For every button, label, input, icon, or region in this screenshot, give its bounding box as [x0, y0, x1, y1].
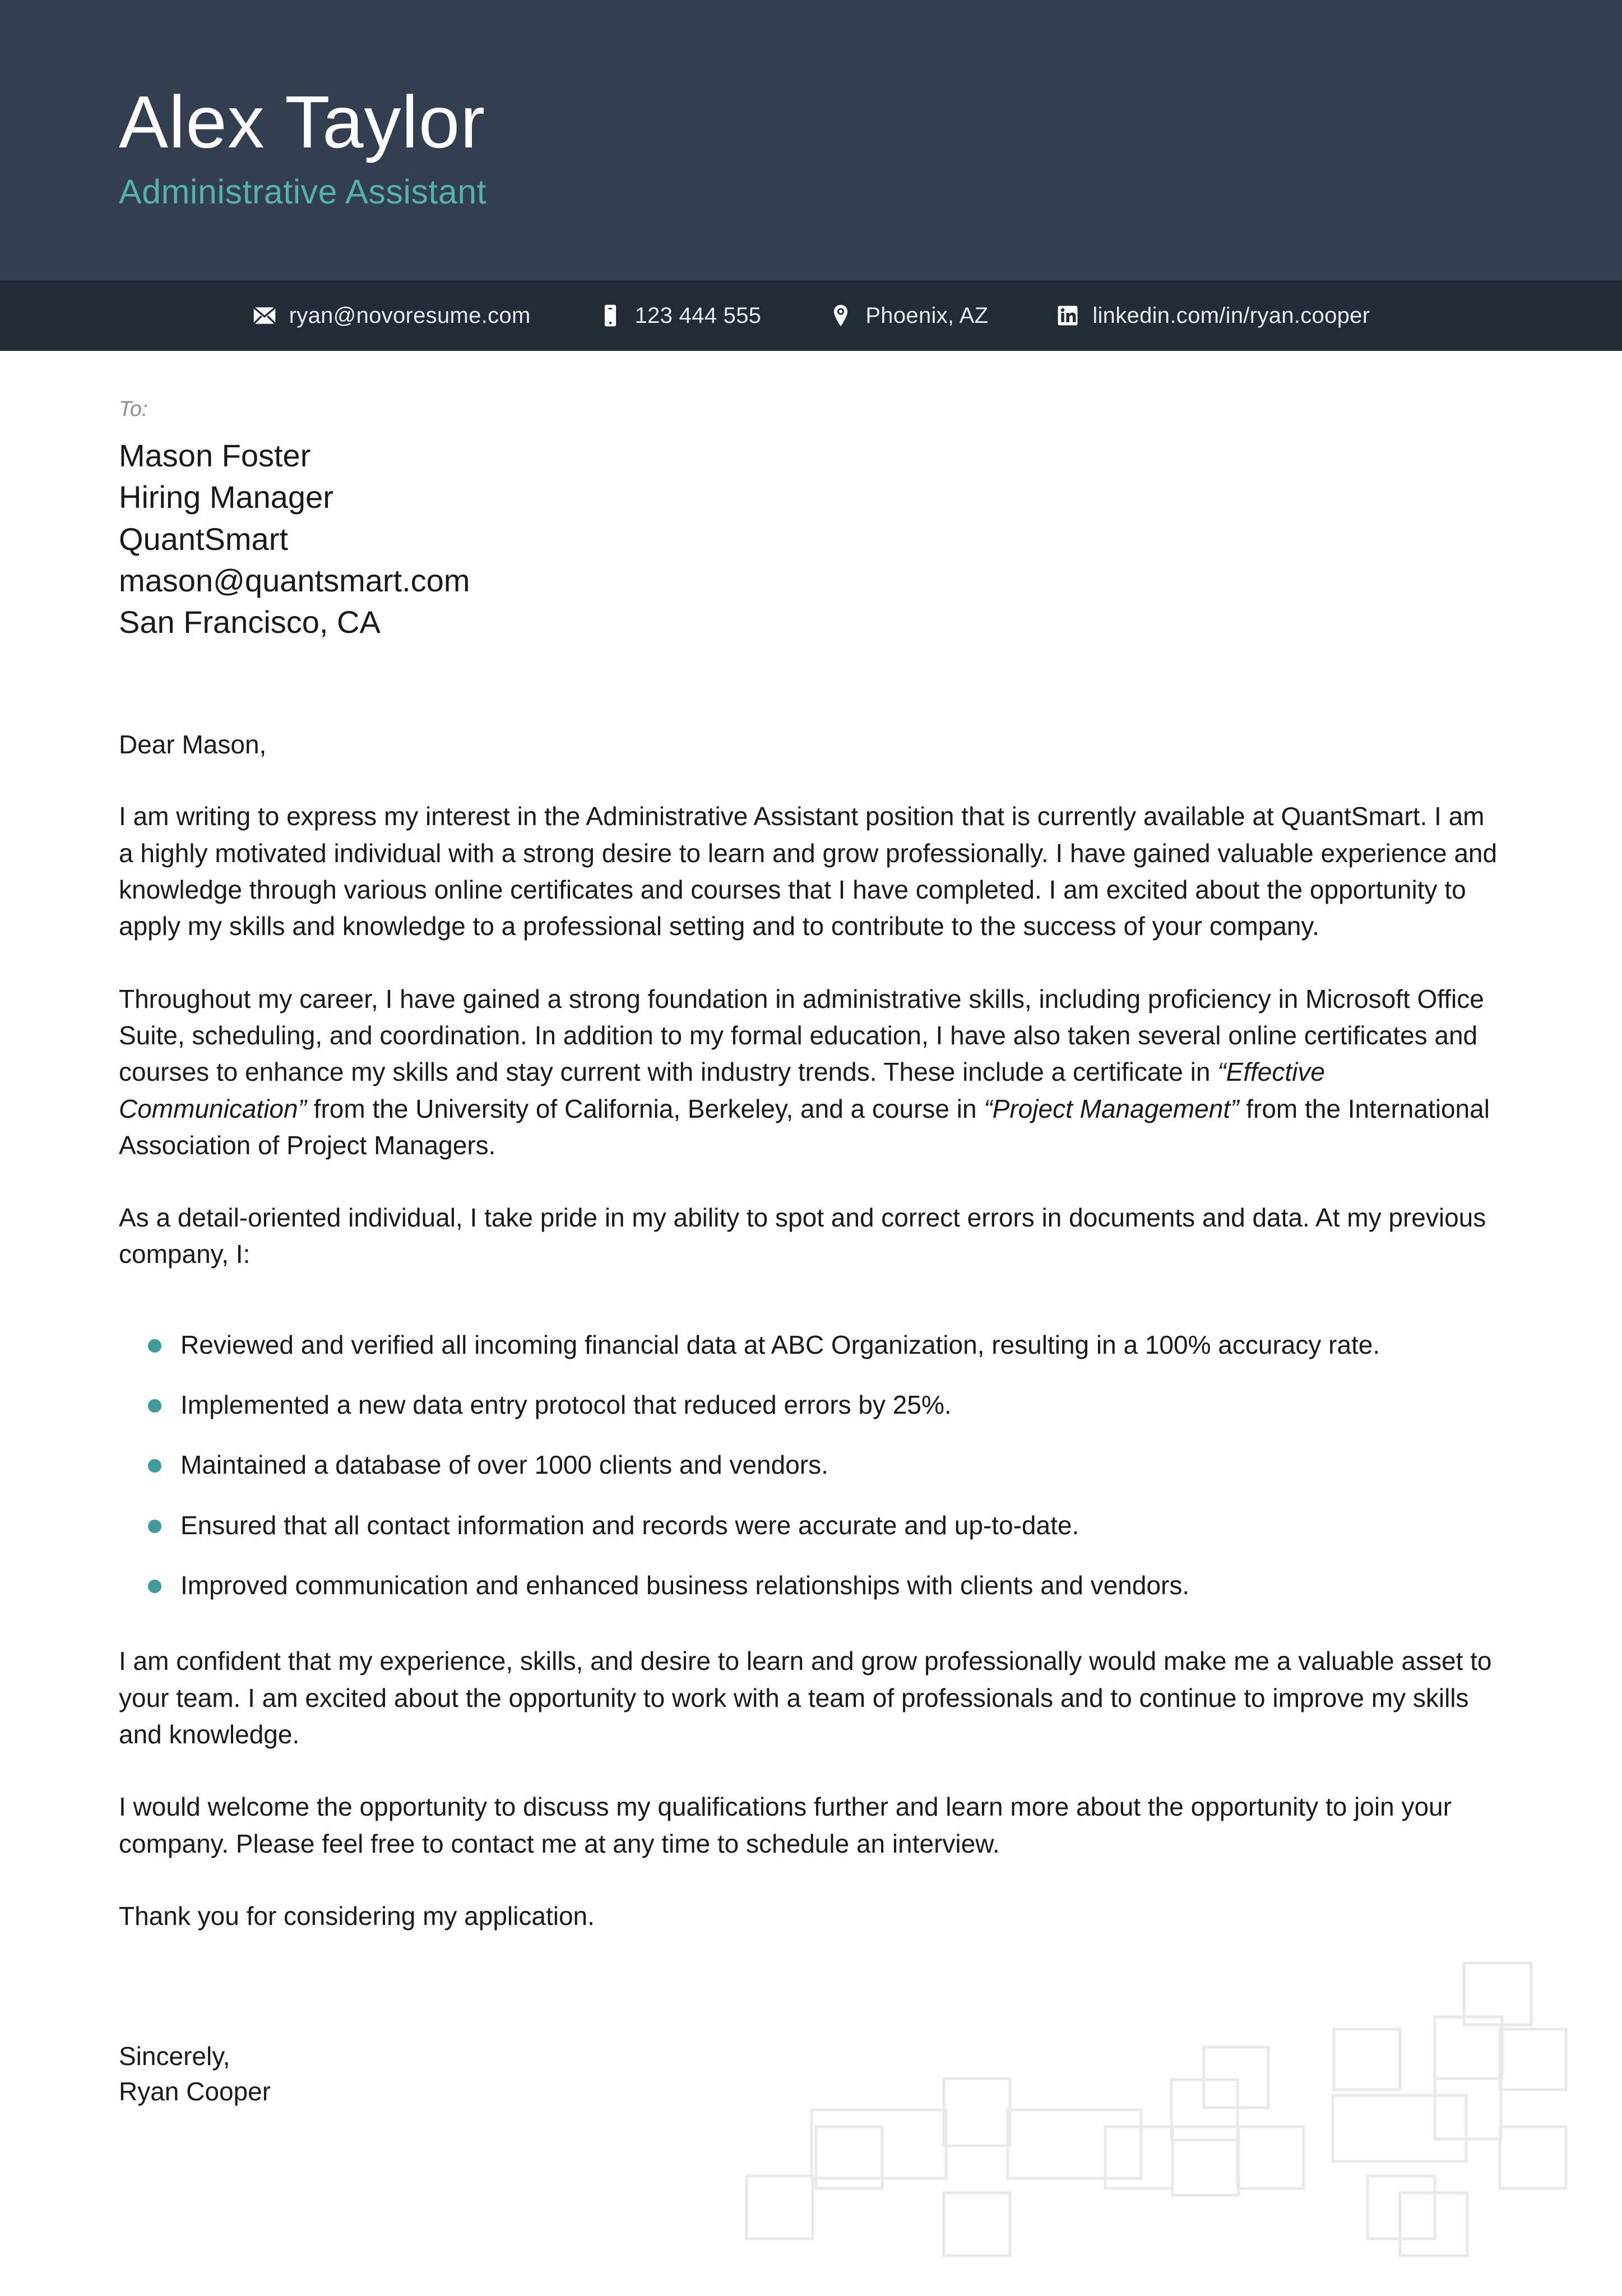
contact-email-text: ryan@novoresume.com [289, 303, 531, 328]
paragraph-2-text-b: from the University of California, Berkeley, and a course in [306, 1094, 984, 1123]
bullet-dot-icon [148, 1459, 161, 1473]
envelope-icon [252, 303, 277, 328]
paragraph-2-text-c: from the International Association of Project Managers. [119, 1094, 1490, 1160]
map-pin-icon [828, 303, 853, 328]
contact-item-location[interactable] [828, 303, 988, 328]
linkedin-icon [1055, 303, 1080, 328]
contact-item-email[interactable] [252, 303, 531, 328]
letter-body [0, 397, 1622, 2109]
bullet-dot-icon [148, 1339, 161, 1353]
bullet-dot-icon [148, 1580, 161, 1593]
paragraph-6: Thank you for considering my application. [119, 1901, 595, 1931]
recipient-location: San Francisco, CA [119, 604, 381, 640]
list-item [119, 1327, 1503, 1363]
contact-phone-text: 123 444 555 [634, 303, 762, 328]
certificate-name-effective-communication: “Effective Communication” [119, 1057, 1325, 1123]
achievements-list [119, 1327, 1503, 1604]
contact-location-text: Phoenix, AZ [865, 303, 989, 328]
list-item-text: Implemented a new data entry protocol that reduced errors by 25%. [180, 1390, 952, 1420]
paragraph-3: As a detail-oriented individual, I take pride in my ability to spot and correct errors in documents and data. At my previous company, I: [119, 1203, 1486, 1269]
recipient-block [119, 435, 1503, 644]
paragraph-2-text-a: Throughout my career, I have gained a strong foundation in administrative skills, including proficiency in Microsoft Office Suite, scheduling, and coordination. In addition to my formal education, I have also taken several online certificates and courses to enhance my skills and stay current with industry trends. These include a certificate in [119, 984, 1484, 1087]
paragraph-5: I would welcome the opportunity to discuss my qualifications further and learn more about the opportunity to join your company. Please feel free to contact me at any time to schedule an interview. [119, 1792, 1452, 1858]
paragraph-1: I am writing to express my interest in the Administrative Assistant position that is currently available at QuantSmart. I am a highly motivated individual with a strong desire to learn and grow professionally. I have gained valuable experience and knowledge through various online certificates and courses that I have completed. I am excited about the opportunity to apply my skills and knowledge to a professional setting and to contribute to the success of your company. [119, 802, 1498, 941]
to-label: To: [119, 397, 148, 421]
signature-block [119, 2039, 1503, 2109]
list-item-text: Ensured that all contact information and records were accurate and up-to-date. [180, 1510, 1079, 1540]
recipient-role: Hiring Manager [119, 479, 333, 515]
list-item-text: Reviewed and verified all incoming financial data at ABC Organization, resulting in a 100% accuracy rate. [180, 1330, 1380, 1359]
applicant-name: Alex Taylor [119, 81, 486, 164]
signer-name: Ryan Cooper [119, 2076, 271, 2106]
contact-linkedin-text: linkedin.com/in/ryan.cooper [1092, 303, 1370, 328]
recipient-name: Mason Foster [119, 437, 311, 473]
list-item [119, 1387, 1503, 1423]
mobile-phone-icon [598, 303, 623, 328]
paragraph-4: I am confident that my experience, skills, and desire to learn and grow professionally would make me a valuable asset to your team. I am excited about the opportunity to work with a team of professionals and to continue to improve my skills and knowledge. [119, 1646, 1492, 1749]
document-header [0, 0, 1622, 280]
sign-off: Sincerely, [119, 2042, 230, 2071]
salutation: Dear Mason, [119, 729, 267, 759]
bullet-dot-icon [148, 1520, 161, 1533]
list-item [119, 1507, 1503, 1544]
closing-paragraphs [119, 1643, 1503, 1934]
paragraph-2 [119, 981, 1503, 1164]
contact-item-linkedin[interactable] [1055, 303, 1370, 328]
list-item-text: Maintained a database of over 1000 clients and vendors. [180, 1450, 828, 1480]
recipient-email: mason@quantsmart.com [119, 563, 470, 598]
recipient-company: QuantSmart [119, 521, 288, 557]
applicant-job-title: Administrative Assistant [119, 172, 487, 211]
contact-item-phone[interactable] [598, 303, 762, 328]
contact-bar [0, 280, 1622, 351]
list-item [119, 1567, 1503, 1604]
list-item-text: Improved communication and enhanced business relationships with clients and vendors. [180, 1571, 1190, 1600]
course-name-project-management: “Project Management” [984, 1094, 1239, 1123]
bullet-dot-icon [148, 1399, 161, 1413]
list-item [119, 1447, 1503, 1483]
